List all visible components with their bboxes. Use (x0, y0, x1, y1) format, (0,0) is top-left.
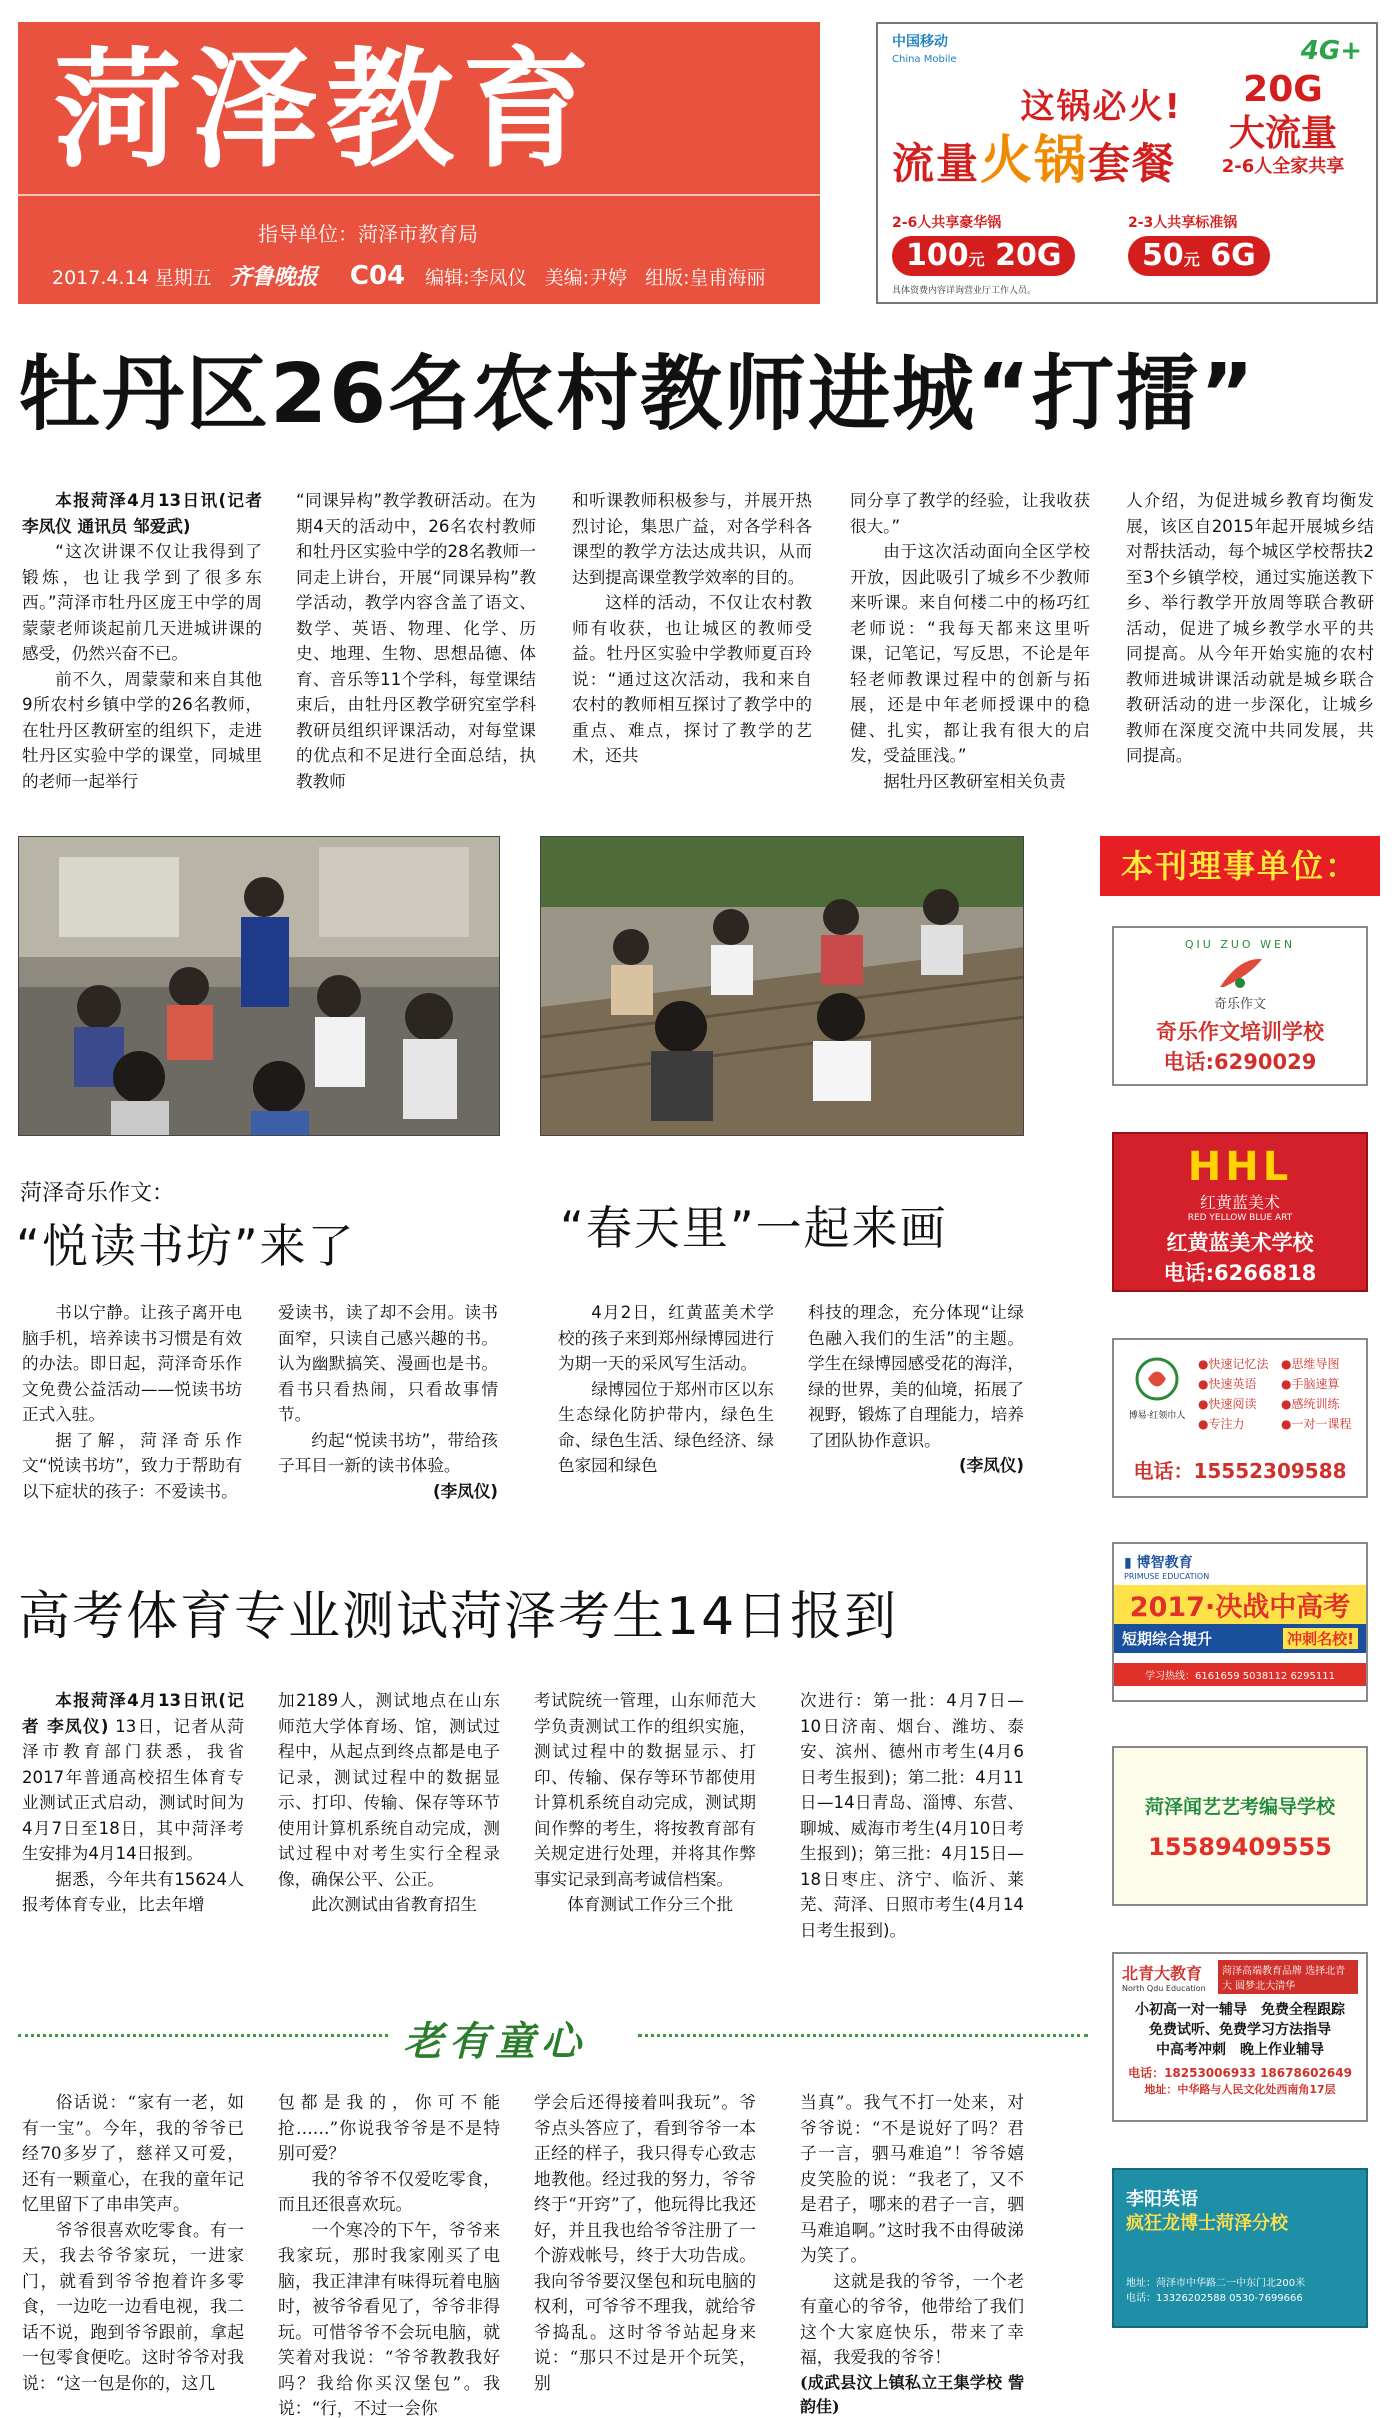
sidebar-ad-hhl[interactable]: HHL 红黄蓝美术 RED YELLOW BLUE ART 红黄蓝美术学校 电话:6266818 (1112, 1132, 1368, 1292)
ad-price-2: 50元 6G (1128, 236, 1270, 276)
outdoor-painting-photo (541, 837, 1024, 1136)
masthead (18, 22, 820, 304)
masthead-divider (18, 194, 820, 196)
sidebar-title: 本刊理事单位： (1100, 836, 1380, 896)
article4-col1: 本报菏泽4月13日讯(记者 李凤仪) 13日，记者从菏泽市教育部门获悉，我省2017年普通高校招生体育专业测试正式启动，测试时间为4月7日至18日，其中菏泽考生安排为4月14日报到。 据悉，今年共有15624人报考体育专业，比去年增 (22, 1691, 244, 1914)
brain-icon (1132, 1354, 1182, 1404)
article4-lead: 本报菏泽4月13日讯(记者 李凤仪) (22, 1691, 244, 1736)
layout-editor: 组版:皇甫海丽 (645, 267, 766, 289)
hhl-logo: HHL (1187, 1144, 1293, 1190)
article1-col1: 本报菏泽4月13日讯(记者 李凤仪 通讯员 邹爱武) “这次讲课不仅让我得到了锻炼，也让我学到了很多东西。”菏泽市牡丹区庞王中学的周蒙蒙老师谈起前几天进城讲课的感受，仍然兴奋不已。 前不久，周蒙蒙和来自其他9所农村乡镇中学的26名教师，在牡丹区教研室的组织下，走进牡丹区实验中学的课堂，同城里的老师一起举行 (22, 491, 262, 791)
liyang-title: 李阳英语 疯狂龙博士菏泽分校 (1126, 2189, 1288, 2234)
article1-col2: “同课异构”教学教研活动。在为期4天的活动中，26名农村教师和牡丹区实验中学的28名教师一同走上讲台，开展“同课异构”教学活动，教学内容含盖了语文、数学、英语、物理、化学、历史、地理、生物、思想品德、体育、音乐等11个学科，每堂课结束后，由牡丹区教学研究室学科教研员组织评课活动，对每堂课的优点和不足进行全面总结，执教教师 (296, 491, 536, 791)
issue-date: 2017.4.14 星期五 (52, 267, 212, 289)
boyi-course-list: ●快速记忆法 ●思维导图 ●快速英语 ●手脑速算 ●快速阅读 ●感统训练 ●专注力 ●一对一课程 (1198, 1357, 1352, 1431)
ad-big-flow: 20G 大流量 2-6人全家共享 (1221, 69, 1345, 177)
column-byline: (成武县汶上镇私立王集学校 訾韵佳) (800, 2372, 1024, 2416)
column-header (18, 2010, 1088, 2065)
bozhi-phone: 学习热线：6161659 5038112 6295111 (1114, 1663, 1366, 1686)
ad-slogan: 这锅必火! 流量火锅套餐 (892, 87, 1182, 191)
ad-4g-tag: 4G+ (1300, 36, 1362, 66)
ad-footnote: 具体资费内容详询营业厅工作人员。 (892, 286, 1037, 296)
classroom-photo (19, 837, 500, 1136)
sidebar-ad-beiqingda[interactable]: 北青大教育 North Qdu Education 菏泽高端教育品牌 选择北青大 圆梦北大清华 小初高一对一辅导 免费全程跟踪 免费试听、免费学习方法指导 中高考冲刺 晚上作业辅导 电话：18253006933 18678602649 地址：中华路与人民文化处西南角17层 (1112, 1952, 1368, 2122)
quill-icon (1210, 953, 1270, 993)
article3-headline: “春天里”一起来画 (560, 1201, 948, 1255)
article4-col4: 次进行：第一批：4月7日—10日济南、烟台、潍坊、泰安、滨州、德州市考生(4月6日考生报到)；第二批：4月11日—14日青岛、淄博、东营、聊城、威海市考生(4月10日考生报到)；第三批：4月15日—18日枣庄、济宁、临沂、莱芜、菏泽、日照市考生(4月14日考生报到)。 (800, 1691, 1024, 1940)
designer: 美编:尹婷 (544, 267, 628, 289)
article1-col5: 人介绍，为促进城乡教育均衡发展，该区自2015年起开展城乡结对帮扶活动，每个城区学校帮扶2至3个乡镇学校，通过实施送教下乡、举行教学开放周等联合教研活动，促进了城乡教学水平的共同提高。从今年开始实施的农村教师进城讲课活动就是城乡联合教研活动的进一步深化，让城乡教师在深度交流中共同发展，共同提高。 (1126, 491, 1374, 765)
beiqingda-address: 地址：中华路与人民文化处西南角17层 (1144, 2083, 1336, 2096)
bozhi-brand: ▮ 博智教育 PRIMUSE EDUCATION (1124, 1555, 1210, 1581)
article4-col3: 考试院统一管理，山东师范大学负责测试工作的组织实施，测试过程中的数据显示、打印、传输、保存等环节都使用计算机系统自动完成，测试期间作弊的考生，将按教育部有关规定进行处理，并将其作弊事实记录到高考诚信档案。 体育测试工作分三个批 (534, 1691, 756, 1914)
article2-col2: 爱读书，读了却不会用。读书面窄，只读自己感兴趣的书。认为幽默搞笑、漫画也是书。看书只看热闹，只看故事情节。 约起“悦读书坊”，带给孩子耳目一新的读书体验。 (李凤仪) (278, 1300, 498, 1504)
dotted-divider-left (18, 2034, 388, 2037)
masthead-title: 菏泽教育 (54, 36, 599, 185)
masthead-info (52, 260, 777, 291)
boyi-phone: 电话：15552309588 (1133, 1459, 1347, 1483)
china-mobile-ad[interactable] (876, 22, 1378, 304)
article4-headline: 高考体育专业测试菏泽考生14日报到 (18, 1587, 899, 1647)
article2-byline: (李凤仪) (433, 1481, 498, 1501)
photo-reading-class (18, 836, 500, 1136)
editor: 编辑:李凤仪 (425, 267, 527, 289)
sidebar-ad-qile[interactable]: QIU ZUO WEN 奇乐作文 奇乐作文培训学校 电话:6290029 (1112, 926, 1368, 1086)
sidebar-ad-wenyi[interactable]: 菏泽闻艺艺考编导学校 15589409555 (1112, 1746, 1368, 1906)
masthead-guide: 指导单位：菏泽市教育局 (258, 222, 478, 246)
bozhi-title: 2017·决战中高考 (1114, 1585, 1366, 1624)
article4-col2: 加2189人，测试地点在山东师范大学体育场、馆，测试过程中，从起点到终点都是电子记录，测试过程中的数据显示、打印、传输、保存等环节使用计算机系统自动完成，测试过程中对考生实行全程录像，确保公平、公正。 此次测试由省教育招生 (278, 1691, 500, 1914)
article1-col4: 同分享了教学的经验，让我收获很大。” 由于这次活动面向全区学校开放，因此吸引了城乡不少教师来听课。来自何楼二中的杨巧红老师说：“我每天都来这里听课，记笔记，写反思，不论是年轻老师教课过程中的创新与拓展，还是中年老师授课中的稳健、扎实，都让我有很大的启发，受益匪浅。” 据牡丹区教研室相关负责 (850, 491, 1090, 791)
column-col3: 学会后还得接着叫我玩”。爷爷点头答应了，看到爷爷一本正经的样子，我只得专心致志地教他。经过我的努力，爷爷终于“开窍”了，他玩得比我还好，并且我也给爷爷注册了一个游戏帐号，终于大功告成。我向爷爷要汉堡包和玩电脑的权利，可爷爷不理我，就给爷爷捣乱。这时爷爷站起身来说：“那只不过是开个玩笑，别 (534, 2092, 756, 2393)
beiqingda-brand: 北青大教育 North Qdu Education (1122, 1964, 1206, 1993)
article1-headline: 牡丹区26名农村教师进城“打擂” (18, 347, 1256, 442)
article3-col1: 4月2日，红黄蓝美术学校的孩子来到郑州绿博园进行为期一天的采风写生活动。 绿博园位于郑州市区以东生态绿化防护带内，绿色生命、绿色生活、绿色经济、绿色家园和绿色 (558, 1303, 774, 1475)
column-col2: 包都是我的，你可不能抢……”你说我爷爷是不是特别可爱？ 我的爷爷不仅爱吃零食，而且还很喜欢玩。 一个寒冷的下午，爷爷来我家玩，那时我家刚买了电脑，我正津津有味得玩着电脑时，被爷爷看见了，爷爷非得玩。可惜爷爷不会玩电脑，就笑着对我说：“爷爷教教我好吗？我给你买汉堡包”。我说：“行，不过一会你 (278, 2092, 500, 2418)
sidebar-ad-liyang[interactable] (1112, 2168, 1368, 2328)
qile-logo-text: QIU ZUO WEN (1184, 938, 1296, 951)
beiqingda-services: 小初高一对一辅导 免费全程跟踪 免费试听、免费学习方法指导 中高考冲刺 晚上作业辅导 (1135, 2002, 1345, 2058)
beiqingda-phone: 电话：18253006933 18678602649 (1128, 2066, 1352, 2080)
column-title: 老有童心 (403, 2018, 587, 2065)
article1-lead: 本报菏泽4月13日讯(记者 李凤仪 通讯员 邹爱武) (22, 491, 262, 536)
article2-headline: “悦读书坊”来了 (16, 1219, 356, 1273)
article2-subtitle: 菏泽奇乐作文： (20, 1181, 175, 1206)
page-number: C04 (349, 261, 406, 291)
column-col1: 俗话说：“家有一老，如有一宝”。今年，我的爷爷已经70多岁了，慈祥又可爱，还有一颗童心，在我的童年记忆里留下了串串笑声。 爷爷很喜欢吃零食。有一天，我去爷爷家玩，一进家门，就看到爷爷抱着许多零食，一边吃一边看电视，我二话不说，跑到爷爷跟前，拿起一包零食便吃。这时爷爷对我说：“这一包是你的，这几 (22, 2092, 244, 2393)
article3-byline: (李凤仪) (959, 1456, 1024, 1475)
ad-brand: 中国移动 China Mobile (892, 34, 957, 65)
sidebar-ad-boyi[interactable]: 博易·红领巾人 ●快速记忆法 ●思维导图 ●快速英语 ●手脑速算 ●快速阅读 ●感统训练 ●专注力 ●一对一课程 电话：15552309588 (1112, 1338, 1368, 1498)
book-icon: ▮ (1124, 1555, 1132, 1571)
article3-col2: 科技的理念，充分体现“让绿色融入我们的生活”的主题。学生在绿博园感受花的海洋，绿的世界，美的仙境，拓展了视野，锻炼了自理能力，培养了团队协作意识。 (李凤仪) (808, 1300, 1024, 1479)
ad-plan-1: 2-6人共享豪华锅 (892, 215, 1002, 231)
sidebar-ad-bozhi[interactable]: ▮ 博智教育 PRIMUSE EDUCATION 2017·决战中高考 短期综合提升 冲刺名校! 学习热线：6161659 5038112 6295111 (1112, 1542, 1368, 1702)
dotted-divider-right (638, 2034, 1088, 2037)
photo-spring-painting (540, 836, 1024, 1136)
article1-col3: 和听课教师积极参与，并展开热烈讨论，集思广益，对各学科各课型的教学方法达成共识，从而达到提高课堂教学效率的目的。 这样的活动，不仅让农村教师有收获，也让城区的教师受益。牡丹区实验中学教师夏百玲说：“通过这次活动，我和来自农村的教师相互探讨了教学中的重点、难点，探讨了教学的艺术，还共 (572, 491, 812, 765)
article2-col1: 书以宁静。让孩子离开电脑手机，培养读书习惯是有效的办法。即日起，菏泽奇乐作文免费公益活动——悦读书坊正式入驻。 据了解，菏泽奇乐作文“悦读书坊”，致力于帮助有以下症状的孩子：不爱读书。 (22, 1303, 242, 1501)
paper-logo: 齐鲁晚报 (229, 264, 318, 290)
column-col4: 当真”。我气不打一处来，对爷爷说：“不是说好了吗？君子一言，驷马难追”！爷爷嬉皮笑脸的说：“我老了，又不是君子，哪来的君子一言，驷马难追啊。”这时我不由得破涕为笑了。 这就是我的爷爷，一个老有童心的爷爷，他带给了我们这个大家庭快乐，带来了幸福，我爱我的爷爷！ (成武县汶上镇私立王集学校 訾韵佳) (800, 2090, 1024, 2418)
liyang-contact: 地址：菏泽市中华路二一中东门北200米 电话：13326202588 0530-7699666 (1126, 2278, 1306, 2304)
ad-plan-2: 2-3人共享标准锅 (1128, 215, 1238, 231)
fire-icon: 火锅 (980, 131, 1089, 191)
ad-price-1: 100元 20G (892, 236, 1075, 276)
